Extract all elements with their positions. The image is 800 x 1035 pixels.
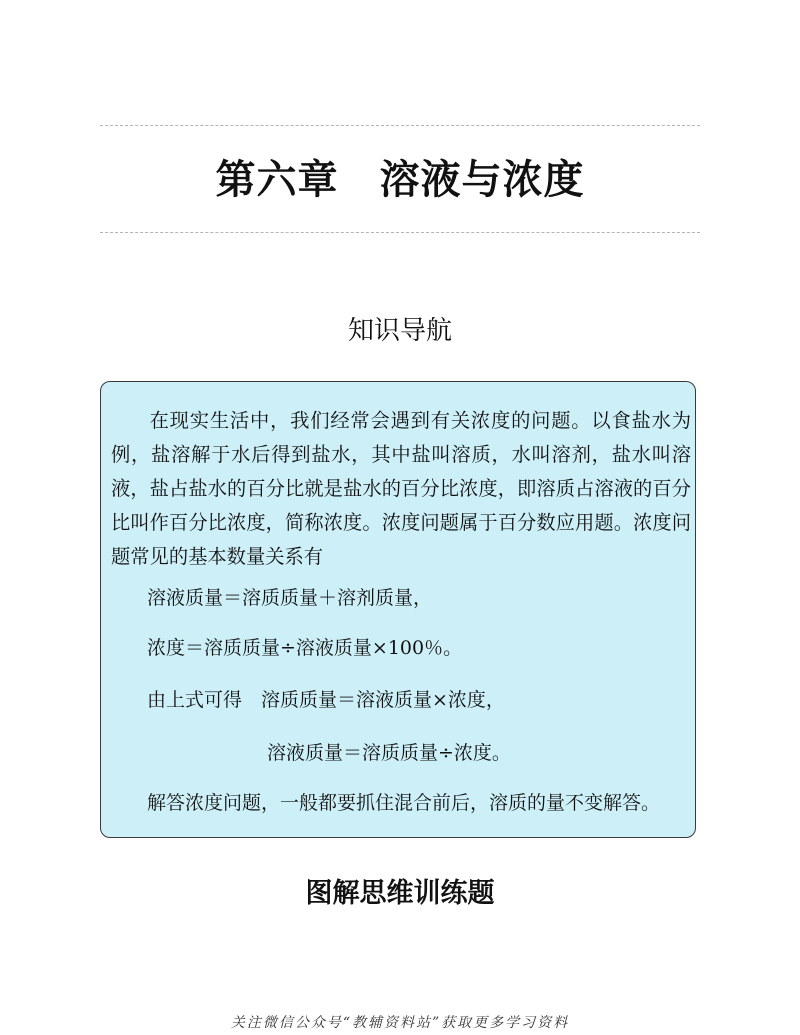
intro-paragraph: 在现实生活中，我们经常会遇到有关浓度的问题。以食盐水为例，盐溶解于水后得到盐水，其中盐叫溶质，水叫溶剂，盐水叫溶液，盐占盐水的百分比就是盐水的百分比浓度，即溶质占溶液的百分比叫作百分比浓度，简称浓度。浓度问题属于百分数应用题。浓度问题常见的基本数量关系有: [111, 409, 691, 568]
knowledge-nav-heading: 知识导航: [347, 316, 452, 346]
footer-watermark-note: 关注微信公众号“教辅资料站”获取更多学习资料: [230, 1015, 570, 1031]
practice-heading: 图解思维训练题: [305, 878, 495, 909]
solving-tip: 解答浓度问题，一般都要抓住混合前后，溶质的量不变解答。: [147, 792, 661, 814]
formula-solution-mass-derived: 溶液质量＝溶质质量÷浓度。: [267, 742, 511, 764]
knowledge-box: [100, 381, 696, 838]
bottom-dashed-divider: [100, 232, 700, 233]
chapter-title: 第六章 溶液与浓度: [215, 156, 585, 203]
formula-solute-mass: 由上式可得 溶质质量＝溶液质量×浓度，: [147, 689, 505, 711]
formula-concentration: 浓度＝溶质质量÷溶液质量×100％。: [147, 637, 463, 659]
formula-solution-mass: 溶液质量＝溶质质量＋溶剂质量，: [147, 587, 433, 609]
top-dashed-divider: [100, 125, 700, 126]
